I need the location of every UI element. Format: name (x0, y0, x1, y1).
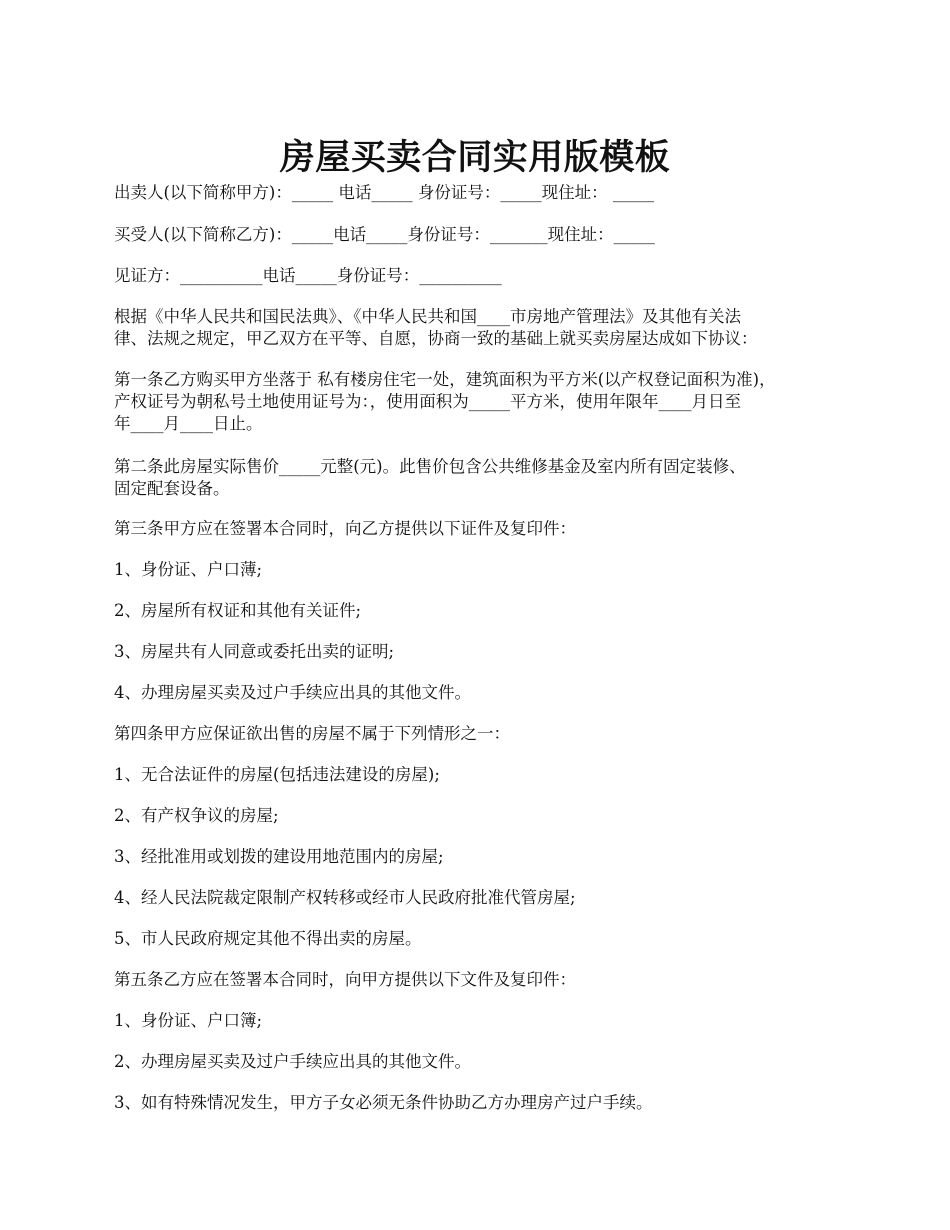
list-item: 3、如有特殊情况发生，甲方子女必须无条件协助乙方办理房产过户手续。 (114, 1093, 653, 1112)
article-1: 第一条乙方购买甲方坐落于 私有楼房住宅一处，建筑面积为平方米(以产权登记面积为准)， 产权证号为朝私号土地使用证号为：，使用面积为_____平方米，使用年限年____月日至 年____月____日止。 (114, 370, 776, 433)
list-item: 2、办理房屋买卖及过户手续应出具的其他文件。 (114, 1052, 471, 1071)
article-3: 第三条甲方应在签署本合同时，向乙方提供以下证件及复印件： (114, 519, 576, 538)
list-item: 2、有产权争议的房屋; (114, 806, 279, 825)
seller-info: 出卖人(以下简称甲方)：_____ 电话_____ 身份证号：_____现住址： _____ (114, 183, 655, 202)
list-item: 1、身份证、户口簿; (114, 1011, 263, 1030)
list-item: 4、办理房屋买卖及过户手续应出具的其他文件。 (114, 683, 471, 702)
list-item: 3、房屋共有人同意或委托出卖的证明; (114, 642, 395, 661)
list-item: 1、身份证、户口薄; (114, 560, 263, 579)
list-item: 5、市人民政府规定其他不得出卖的房屋。 (114, 929, 422, 948)
witness-info: 见证方：__________电话_____身份证号：__________ (114, 266, 502, 285)
buyer-info: 买受人(以下简称乙方)：_____电话_____身份证号：_______现住址：_____ (114, 225, 655, 244)
list-item: 2、房屋所有权证和其他有关证件; (114, 601, 362, 620)
document-title: 房屋买卖合同实用版模板 (279, 137, 671, 179)
list-item: 4、经人民法院裁定限制产权转移或经市人民政府批准代管房屋; (114, 888, 576, 907)
list-item: 3、经批准用或划拨的建设用地范围内的房屋; (114, 847, 444, 866)
article-4: 第四条甲方应保证欲出售的房屋不属于下列情形之一： (114, 724, 510, 743)
article-2: 第二条此房屋实际售价_____元整(元)。此售价包含公共维修基金及室内所有固定装修、 固定配套设备。 (114, 457, 746, 498)
article-5: 第五条乙方应在签署本合同时，向甲方提供以下文件及复印件： (114, 970, 576, 989)
list-item: 1、无合法证件的房屋(包括违法建设的房屋); (114, 765, 440, 784)
preamble-paragraph: 根据《中华人民共和国民法典》、《中华人民共和国____市房地产管理法》及其他有关法 律、法规之规定，甲乙双方在平等、自愿，协商一致的基础上就买卖房屋达成如下协议： (114, 307, 758, 348)
